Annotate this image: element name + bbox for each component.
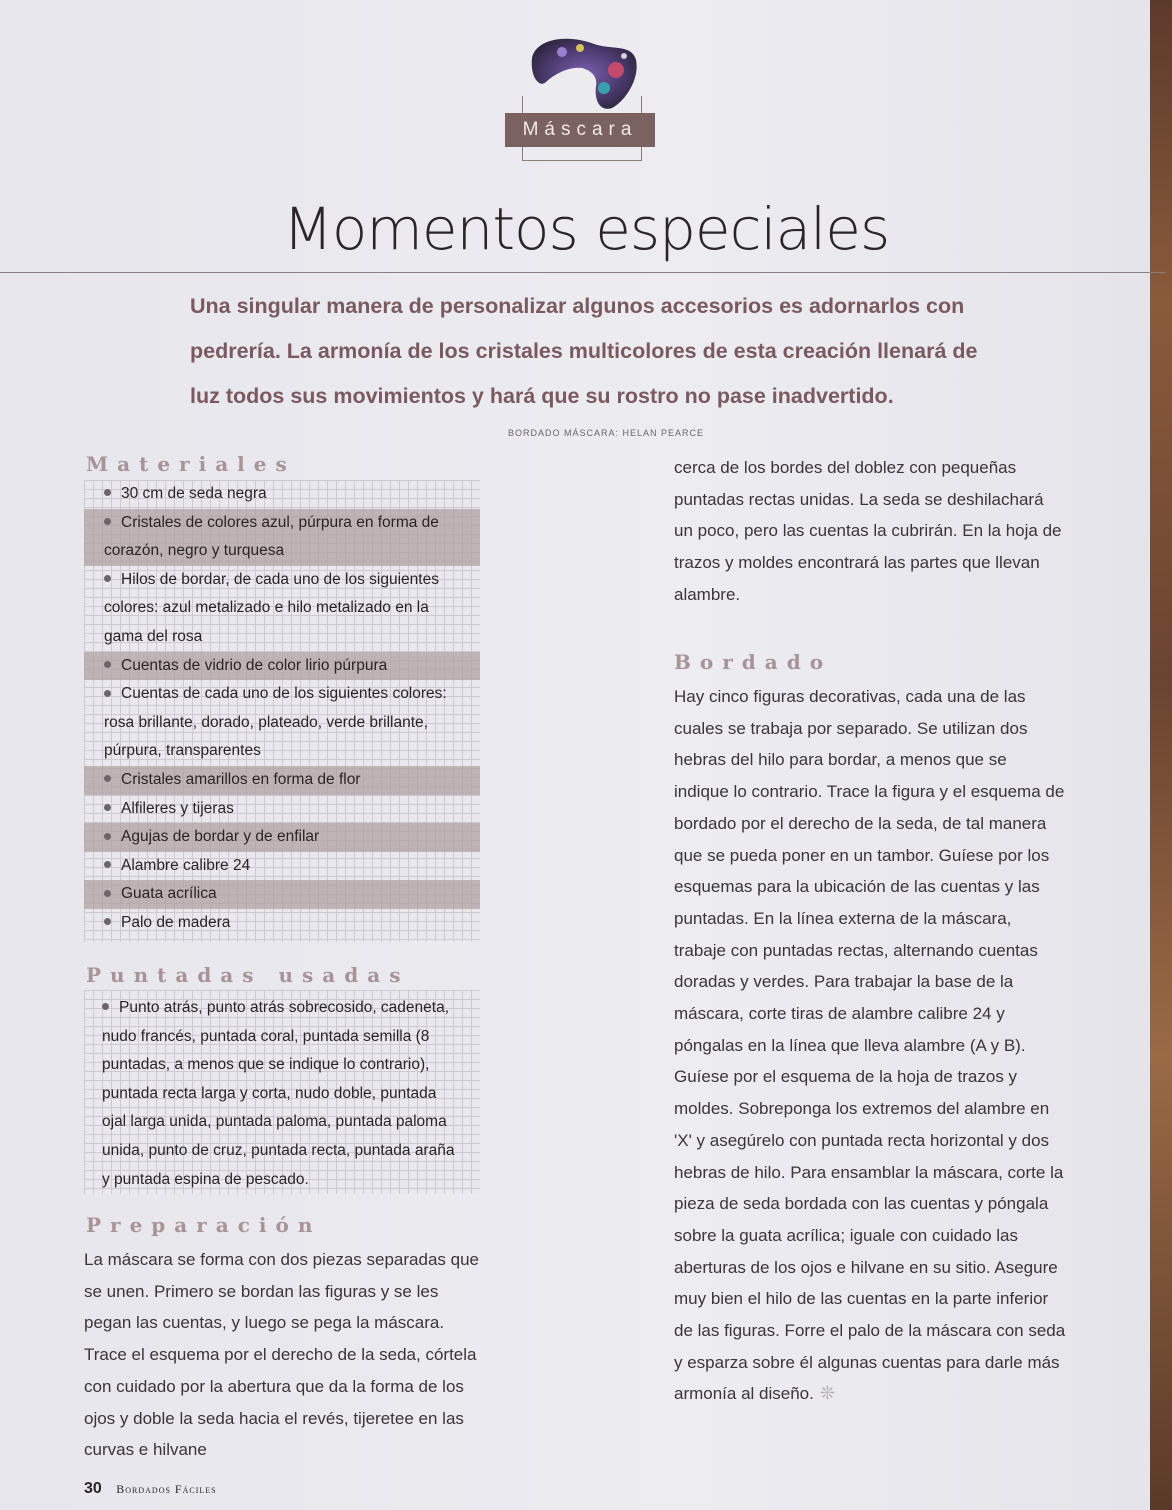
bullet-icon (104, 833, 111, 840)
list-item: Palo de madera (84, 909, 480, 938)
list-item: Cristales de colores azul, púrpura en forma de corazón, negro y turquesa (84, 509, 480, 566)
bordado-heading: Bordado (674, 650, 833, 674)
materiales-box (84, 480, 480, 942)
list-item: Agujas de bordar y de enfilar (84, 823, 480, 852)
puntadas-heading: Puntadas usadas (86, 963, 410, 987)
bordado-text: Hay cinco figuras decorativas, cada una de las cuales se trabaja por separado. Se utilizan dos hebras del hilo para bordar, a menos que se indique lo contrario. Trace la figura y el esquema de bordado por el derecho de la seda, de tal manera que se pueda poner en un tambor. Guíese por los esquemas para la ubicación de las cuentas y las puntadas. En la línea externa de la máscara, trabaje con puntadas rectas, alternando cuentas doradas y verdes. Para trabajar la base de la máscara, corte tiras de alambre calibre 24 y póngalas en la línea que lleva alambre (A y B). Guíese por el esquema de la hoja de trazos y moldes. Sobreponga los extremos del alambre en 'X' y asegúrelo con puntada recta horizontal y dos hebras de hilo. Para ensamblar la máscara, corte la pieza de seda bordada con las cuentas y póngala sobre la guata acrílica; iguale con cuidado las aberturas de los ojos e hilvane en su sitio. Asegure muy bien el hilo de las cuentas en la parte inferior de las figuras. Forre el palo de la máscara con seda y esparza sobre él algunas cuentas para darle más armonía al diseño. (674, 687, 1066, 1404)
bullet-icon (104, 661, 111, 668)
list-item: 30 cm de seda negra (84, 480, 480, 509)
bullet-icon (104, 804, 111, 811)
intro-paragraph: Una singular manera de personalizar algunos accesorios es adornarlos con pedrería. La armonía de los cristales multicolores de esta creación llenará de luz todos sus movimientos y hará que su rostro no pase inadvertido. (190, 294, 978, 408)
list-item: Cuentas de cada uno de los siguientes colores: rosa brillante, dorado, plateado, verde brillante, púrpura, transparentes (104, 685, 447, 760)
preparacion-continued-text: cerca de los bordes del doblez con pequeñas puntadas rectas unidas. La seda se deshilachará un poco, pero las cuentas la cubrirán. En la hoja de trazos y moldes encontrará las partes que llevan alambre. (674, 458, 1062, 604)
bordado-section (674, 681, 1066, 1410)
puntadas-box (84, 990, 480, 1194)
magazine-name: Bordados Fáciles (116, 1482, 217, 1496)
bullet-icon (104, 890, 111, 897)
preparacion-text: La máscara se forma con dos piezas separadas que se unen. Primero se bordan las figuras y se les pegan las cuentas, y luego se pega la máscara. Trace el esquema por el derecho de la seda, córtela con cuidado por la abertura que da la forma de los ojos y doble la seda hacia el revés, tijeretee en las curvas e hilvane (84, 1250, 480, 1460)
materiales-list (84, 480, 480, 938)
page-number: 30 (84, 1480, 102, 1497)
bullet-icon (104, 690, 111, 697)
preparacion-heading: Preparación (86, 1213, 322, 1237)
list-item: Cristales amarillos en forma de flor (84, 766, 480, 795)
bullet-icon (104, 518, 111, 525)
bullet-icon (104, 489, 111, 496)
bullet-icon (104, 918, 111, 925)
page-footer (84, 1480, 217, 1498)
bullet-icon (104, 861, 111, 868)
title-divider (0, 272, 1165, 273)
list-item: Hilos de bordar, de cada uno de los siguientes colores: azul metalizado e hilo metalizado en la gama del rosa (104, 570, 439, 645)
flower-icon: ❊ (819, 1383, 835, 1404)
bullet-icon (102, 1003, 109, 1010)
materiales-heading: Materiales (86, 452, 296, 476)
page-title: Momentos especiales (282, 195, 890, 263)
design-credit: BORDADO MÁSCARA: HELAN PEARCE (508, 428, 705, 438)
bullet-icon (104, 775, 111, 782)
puntadas-text: Punto atrás, punto atrás sobrecosido, cadeneta, nudo francés, puntada coral, puntada semilla (8 puntadas, a menos que se indique lo contrario), puntada recta larga y corta, nudo doble, puntada ojal larga unida, puntada paloma, puntada paloma unida, punto de cruz, puntada recta, puntada araña y puntada espina de pescado. (102, 999, 455, 1188)
list-item: Alfileres y tijeras (84, 795, 480, 824)
list-item: Guata acrílica (84, 880, 480, 909)
list-item: Alambre calibre 24 (84, 852, 480, 881)
category-tag: Máscara (505, 113, 655, 147)
list-item: Cuentas de vidrio de color lirio púrpura (84, 652, 480, 681)
bullet-icon (104, 575, 111, 582)
